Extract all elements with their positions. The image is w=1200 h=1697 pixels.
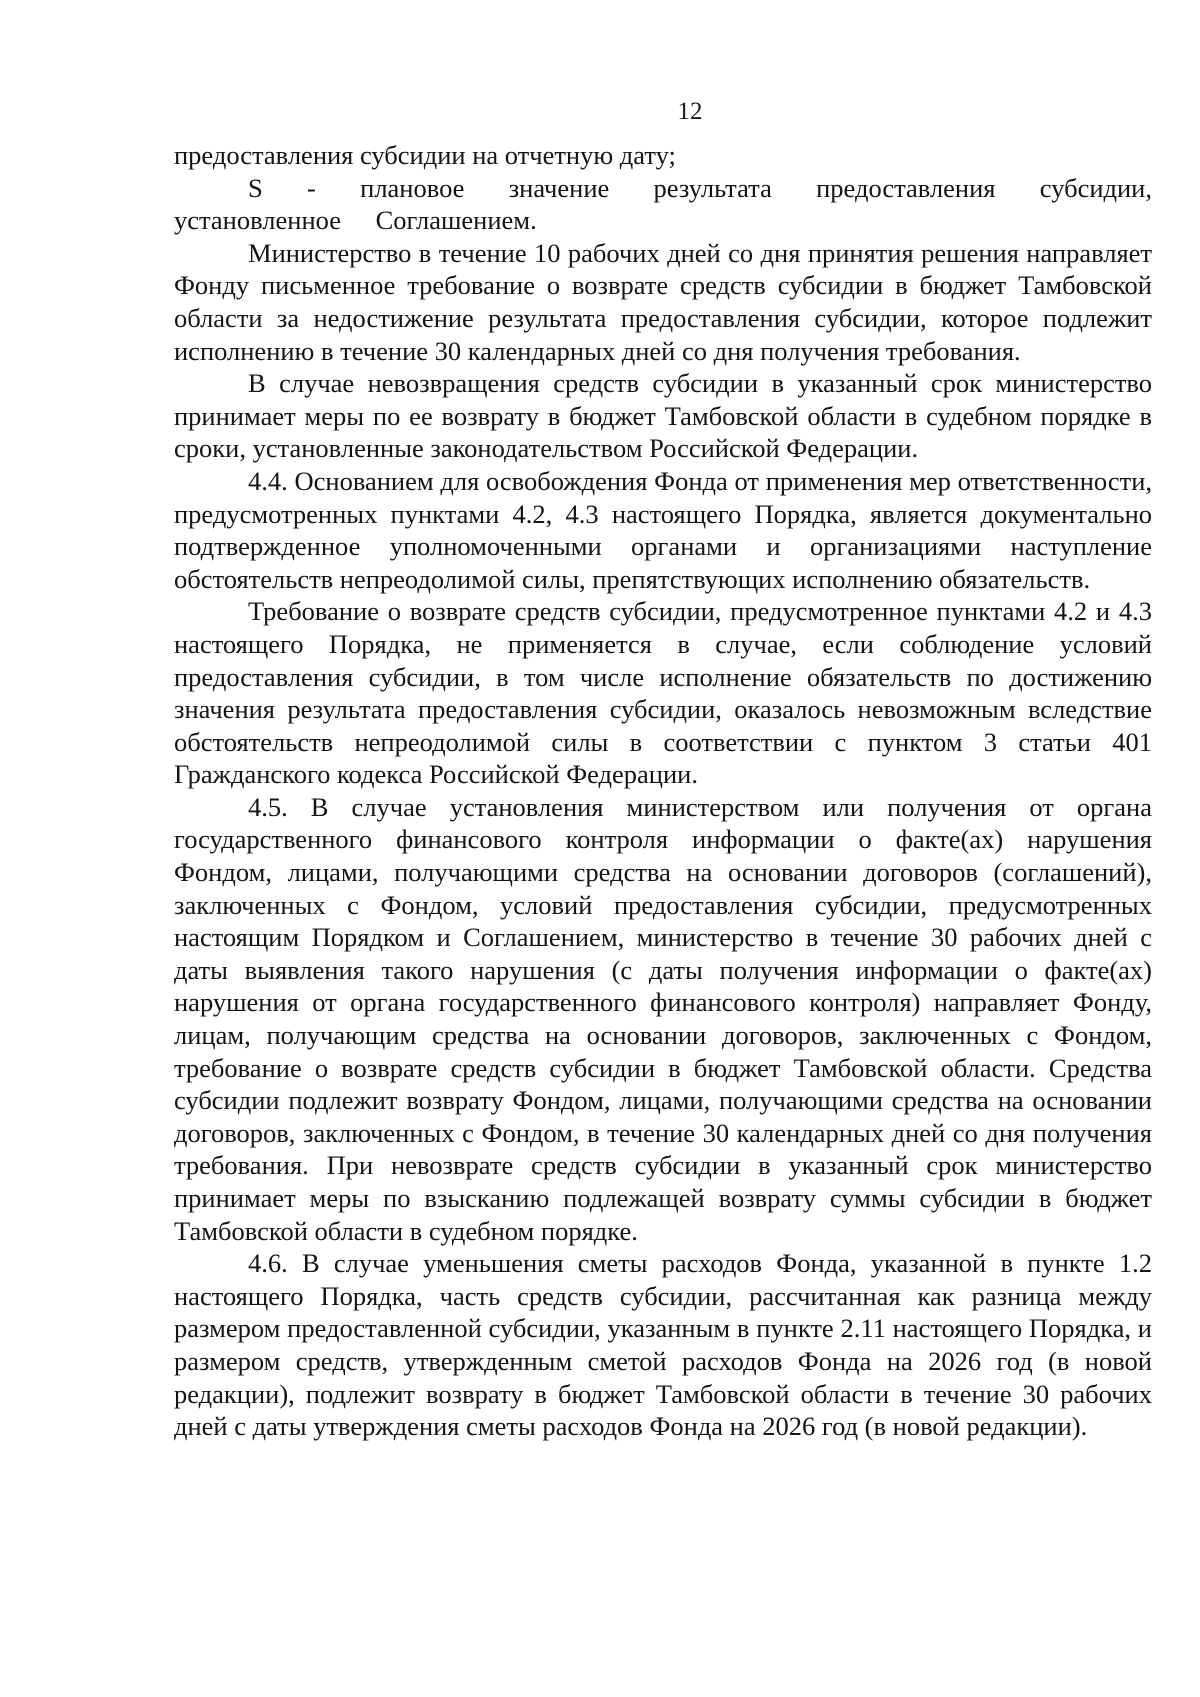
document-body [174,139,1152,1443]
paragraph-non-return: В случае невозвращения средств субсидии в указанный срок министерство принимает меры по ее возврату в бюджет Тамбовской области в судебном порядке в сроки, установленные законодательством Российской Федерации. [174,368,1152,464]
paragraph-4-6: 4.6. В случае уменьшения сметы расходов Фонда, указанной в пункте 1.2 настоящего Порядка, часть средств субсидии, рассчитанная как разница между размером предоставленной субсидии, указанным в пункте 2.11 настоящего Порядка, и размером средств, утвержденным сметой расходов Фонда на 2026 год (в новой редакции), подлежит возврату в бюджет Тамбовской области в течение 30 рабочих дней с даты утверждения сметы расходов Фонда на 2026 год (в новой редакции). [174,1248,1152,1442]
paragraph-force-majeure: Требование о возврате средств субсидии, предусмотренное пунктами 4.2 и 4.3 настоящего Порядка, не применяется в случае, если соблюдение условий предоставления субсидии, в том числе исполнение обязательств по достижению значения результата предоставления субсидии, оказалось невозможным вследствие обстоятельств непреодолимой силы в соответствии с пунктом 3 статьи 401 Гражданского кодекса Российской Федерации. [174,596,1152,790]
paragraph-continuation: предоставления субсидии на отчетную дату; [174,140,676,170]
page-number: 12 [677,98,703,125]
paragraph-4-4: 4.4. Основанием для освобождения Фонда от применения мер ответственности, предусмотренных пунктами 4.2, 4.3 настоящего Порядка, является документально подтвержденное уполномоченными органами и организациями наступление обстоятельств непреодолимой силы, препятствующих исполнению обязательств. [174,465,1152,594]
paragraph-4-5: 4.5. В случае установления министерством или получения от органа государственного финансового контроля информации о факте(ах) нарушения Фондом, лицами, получающими средства на основании договоров (соглашений), заключенных с Фондом, условий предоставления субсидии, предусмотренных настоящим Порядком и Соглашением, министерство в течение 30 рабочих дней с даты выявления такого нарушения (с даты получения информации о факте(ах) нарушения от органа государственного финансового контроля) направляет Фонду, лицам, получающим средства на основании договоров, заключенных с Фондом, требование о возврате средств субсидии в бюджет Тамбовской области. Средства субсидии подлежит возврату Фондом, лицами, получающими средства на основании договоров, заключенных с Фондом, в течение 30 календарных дней со дня получения требования. При невозврате средств субсидии в указанный срок министерство принимает меры по взысканию подлежащей возврату суммы субсидии в бюджет Тамбовской области в судебном порядке. [174,791,1152,1246]
paragraph-definition-s: S - плановое значение результата предоставления субсидии, установленное Соглашением. [174,172,1152,236]
paragraph-ministry-demand: Министерство в течение 10 рабочих дней со дня принятия решения направляет Фонду письменное требование о возврате средств субсидии в бюджет Тамбовской области за недостижение результата предоставления субсидии, которое подлежит исполнению в течение 30 календарных дней со дня получения требования. [174,237,1152,366]
